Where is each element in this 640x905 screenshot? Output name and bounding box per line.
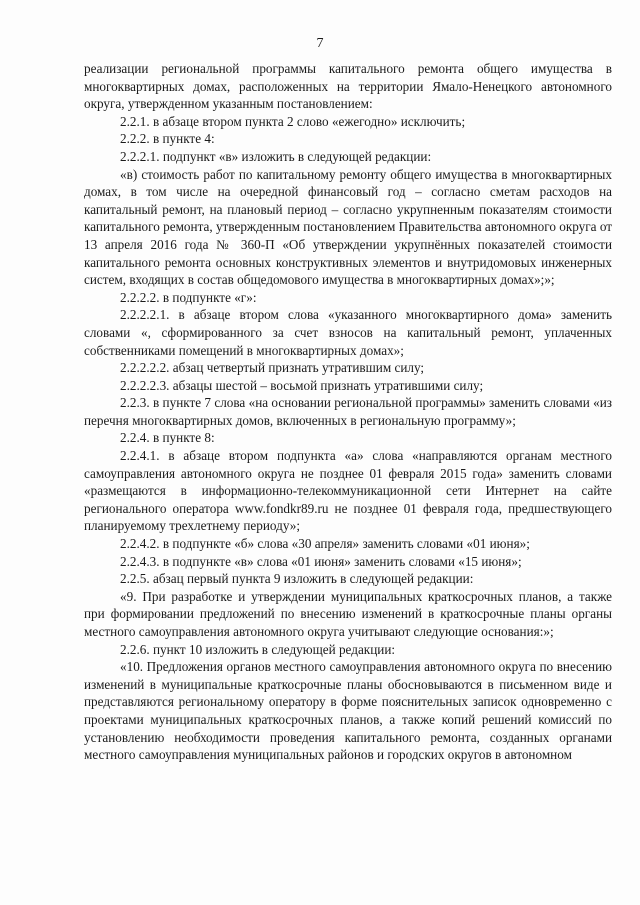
paragraph-2-2-4-1: 2.2.4.1. в абзаце втором подпункта «а» слова «направляются органам местного самоуправления автономного округа не позднее 01 февраля 2015 года» заменить словами «размещаются в информационно-телекоммуникационной сети Интернет на сайте регионального оператора www.fondkr89.ru не позднее 01 февраля года, предшествующего планируемому трехлетнему периоду»; — [84, 448, 612, 534]
paragraph-2-2-2-2: 2.2.2.2. в подпункте «г»: — [120, 289, 257, 305]
document-body — [84, 60, 612, 764]
paragraph-2-2-2-2-1: 2.2.2.2.1. в абзаце втором слова «указанного многоквартирного дома» заменить словами «, сформированного за счет взносов на капитальный ремонт, уплаченных собственниками помещений в многоквартирных домах»; — [84, 307, 612, 358]
paragraph-2-2-4: 2.2.4. в пункте 8: — [120, 430, 215, 446]
paragraph-2-2-1: 2.2.1. в абзаце втором пункта 2 слово «ежегодно» исключить; — [120, 113, 466, 129]
paragraph-2-2-3: 2.2.3. в пункте 7 слова «на основании региональной программы» заменить словами «из перечня многоквартирных домов, включенных в региональную программу»; — [84, 395, 612, 428]
paragraph-2-2-2-1: 2.2.2.1. подпункт «в» изложить в следующей редакции: — [120, 148, 432, 164]
paragraph-quote-9: «9. При разработке и утверждении муниципальных краткосрочных планов, а также при формировании предложений по внесению изменений в краткосрочные планы органы местного самоуправления автономного округа учитывают следующие основания:»; — [84, 588, 612, 639]
paragraph-2-2-2-2-3: 2.2.2.2.3. абзацы шестой – восьмой признать утратившими силу; — [120, 377, 484, 393]
page-number: 7 — [316, 36, 324, 51]
paragraph-continuation: реализации региональной программы капитального ремонта общего имущества в многоквартирных домах, расположенных на территории Ямало-Ненецкого автономного округа, утвержденном указанным постановлением: — [84, 61, 612, 112]
paragraph-2-2-2: 2.2.2. в пункте 4: — [120, 131, 215, 147]
paragraph-2-2-6: 2.2.6. пункт 10 изложить в следующей редакции: — [120, 641, 396, 657]
paragraph-2-2-4-3: 2.2.4.3. в подпункте «в» слова «01 июня» заменить словами «15 июня»; — [120, 553, 522, 569]
paragraph-2-2-4-2: 2.2.4.2. в подпункте «б» слова «30 апреля» заменить словами «01 июня»; — [120, 536, 530, 552]
paragraph-2-2-2-2-2: 2.2.2.2.2. абзац четвертый признать утратившим силу; — [120, 360, 425, 376]
paragraph-2-2-5: 2.2.5. абзац первый пункта 9 изложить в следующей редакции: — [120, 571, 474, 587]
paragraph-quote-v: «в) стоимость работ по капитальному ремонту общего имущества в многоквартирных домах, в том числе на очередной финансовый год – согласно сметам расходов на капитальный ремонт, на плановый период – согласно укрупненным показателям стоимости капитального ремонта, утвержденным постановлением Правительства автономного округа от 13 апреля 2016 года № 360-П «Об утверждении укрупнённых показателей стоимости капитального ремонта основных конструктивных элементов и внутридомовых инженерных систем, входящих в состав общедомового имущества в многоквартирных домах»;»; — [84, 166, 612, 288]
paragraph-quote-10: «10. Предложения органов местного самоуправления автономного округа по внесению изменений в муниципальные краткосрочные планы обосновываются в письменном виде и представляются региональному оператору в форме пояснительных записок одновременно с проектами муниципальных краткосрочных планов, а также копий решений комиссий по установлению необходимости проведения капитального ремонта, созданных органами местного самоуправления муниципальных районов и городских округов в автономном — [84, 659, 612, 763]
